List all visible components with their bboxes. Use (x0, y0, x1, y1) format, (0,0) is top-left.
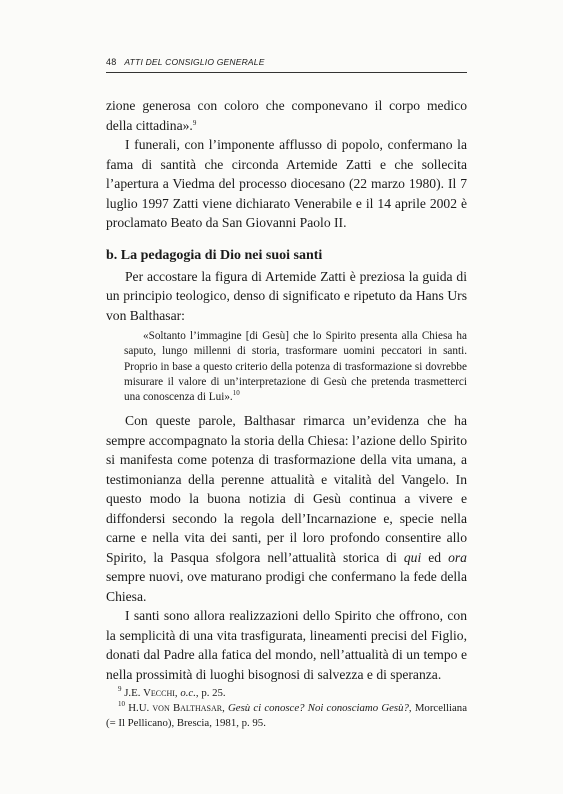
footnote-9-mark: 9 (118, 685, 122, 693)
footnote-10-mid: , (222, 702, 228, 714)
footnote-ref-10: 10 (232, 389, 240, 398)
footnote-9 (106, 686, 467, 701)
footnote-9-post: , p. 25. (195, 687, 226, 699)
footnote-10-author: von Balthasar (152, 702, 223, 714)
footnote-10 (106, 701, 467, 731)
footnote-10-title: Gesù ci conosce? Noi conosciamo Gesù? (227, 702, 409, 714)
main-text (106, 96, 467, 684)
paragraph-4-text-a: Con queste parole, Balthasar rimarca un’evidenza che ha sempre accompagnato la storia della Chiesa: l’azione dello Spirito si manifesta come potenza di trasformazione della vita umana, a testimonianza della perenne attualità e vitalità del Vangelo. In questo modo la buona notizia di Gesù continua a vivere e diffondersi secondo la regola dell’Incarnazione e, specie nella carne e nella vita dei santi, per il loro profondo consentire allo Spirito, la Pasqua sfolgora nell’attualità storica di (106, 413, 467, 565)
page-number: 48 (106, 57, 117, 67)
footnote-10-mark: 10 (118, 700, 125, 708)
paragraph-2: I funerali, con l’imponente afflusso di popolo, confermano la fama di santità che circonda Artemide Zatti e che sollecita l’apertura a Viedma del processo diocesano (22 marzo 1980). Il 7 luglio 1997 Zatti viene dichiarato Venerabile e il 14 aprile 2002 è proclamato Beato da San Giovanni Paolo II. (106, 137, 467, 230)
paragraph-4-italic-ora: ora (448, 549, 467, 565)
paragraph-1 (106, 96, 467, 135)
section-heading: b. La pedagogia di Dio nei suoi santi (106, 247, 323, 263)
paragraph-1-text: zione generosa con coloro che componevano il corpo medico della cittadina». (106, 98, 467, 133)
header-rule (106, 72, 467, 73)
footnotes (106, 686, 467, 731)
footnote-9-pre: J.E. (124, 687, 144, 699)
footnote-9-mid: , (174, 687, 181, 699)
footnote-10-post: , Morcelliana (= Il Pellicano), Brescia, 1981, p. 95. (106, 702, 467, 729)
footnote-9-author: Vecchi (143, 687, 175, 699)
quote-text: «Soltanto l’immagine [di Gesù] che lo Spirito presenta alla Chiesa ha saputo, lungo millenni di storia, trasformare uomini peccatori in santi. Proprio in base a questo criterio della potenza di trasformazione si dovrebbe misurare il valore di un’interpretazione di Gesù che pretenda trasmetterci una conoscenza di Lui». (124, 330, 467, 404)
footnote-9-title: o.c. (180, 687, 196, 699)
paragraph-4-text-b: ed (421, 549, 449, 565)
paragraph-4-italic-qui: qui (403, 549, 422, 565)
block-quote (124, 329, 467, 405)
paragraph-3: Per accostare la figura di Artemide Zatti è preziosa la guida di un principio teologico, denso di significato e ripetuto da Hans Urs von Balthasar: (106, 268, 467, 323)
paragraph-4 (106, 411, 467, 606)
paragraph-4-text-c: sempre nuovi, ove maturano prodigi che confermano la fede della Chiesa. (106, 569, 467, 604)
running-title: ATTI DEL CONSIGLIO GENERALE (124, 57, 265, 67)
footnote-10-pre: H.U. (128, 702, 153, 714)
footnote-ref-9: 9 (192, 118, 197, 127)
running-header (106, 57, 467, 67)
paragraph-5: I santi sono allora realizzazioni dello Spirito che offrono, con la semplicità di una vita trasfigurata, lineamenti precisi del Figlio, donati dal Padre alla fatica del mondo, nell’attualità di un tempo e nella prossimità di luoghi bisognosi di salvezza e di speranza. (106, 608, 467, 682)
